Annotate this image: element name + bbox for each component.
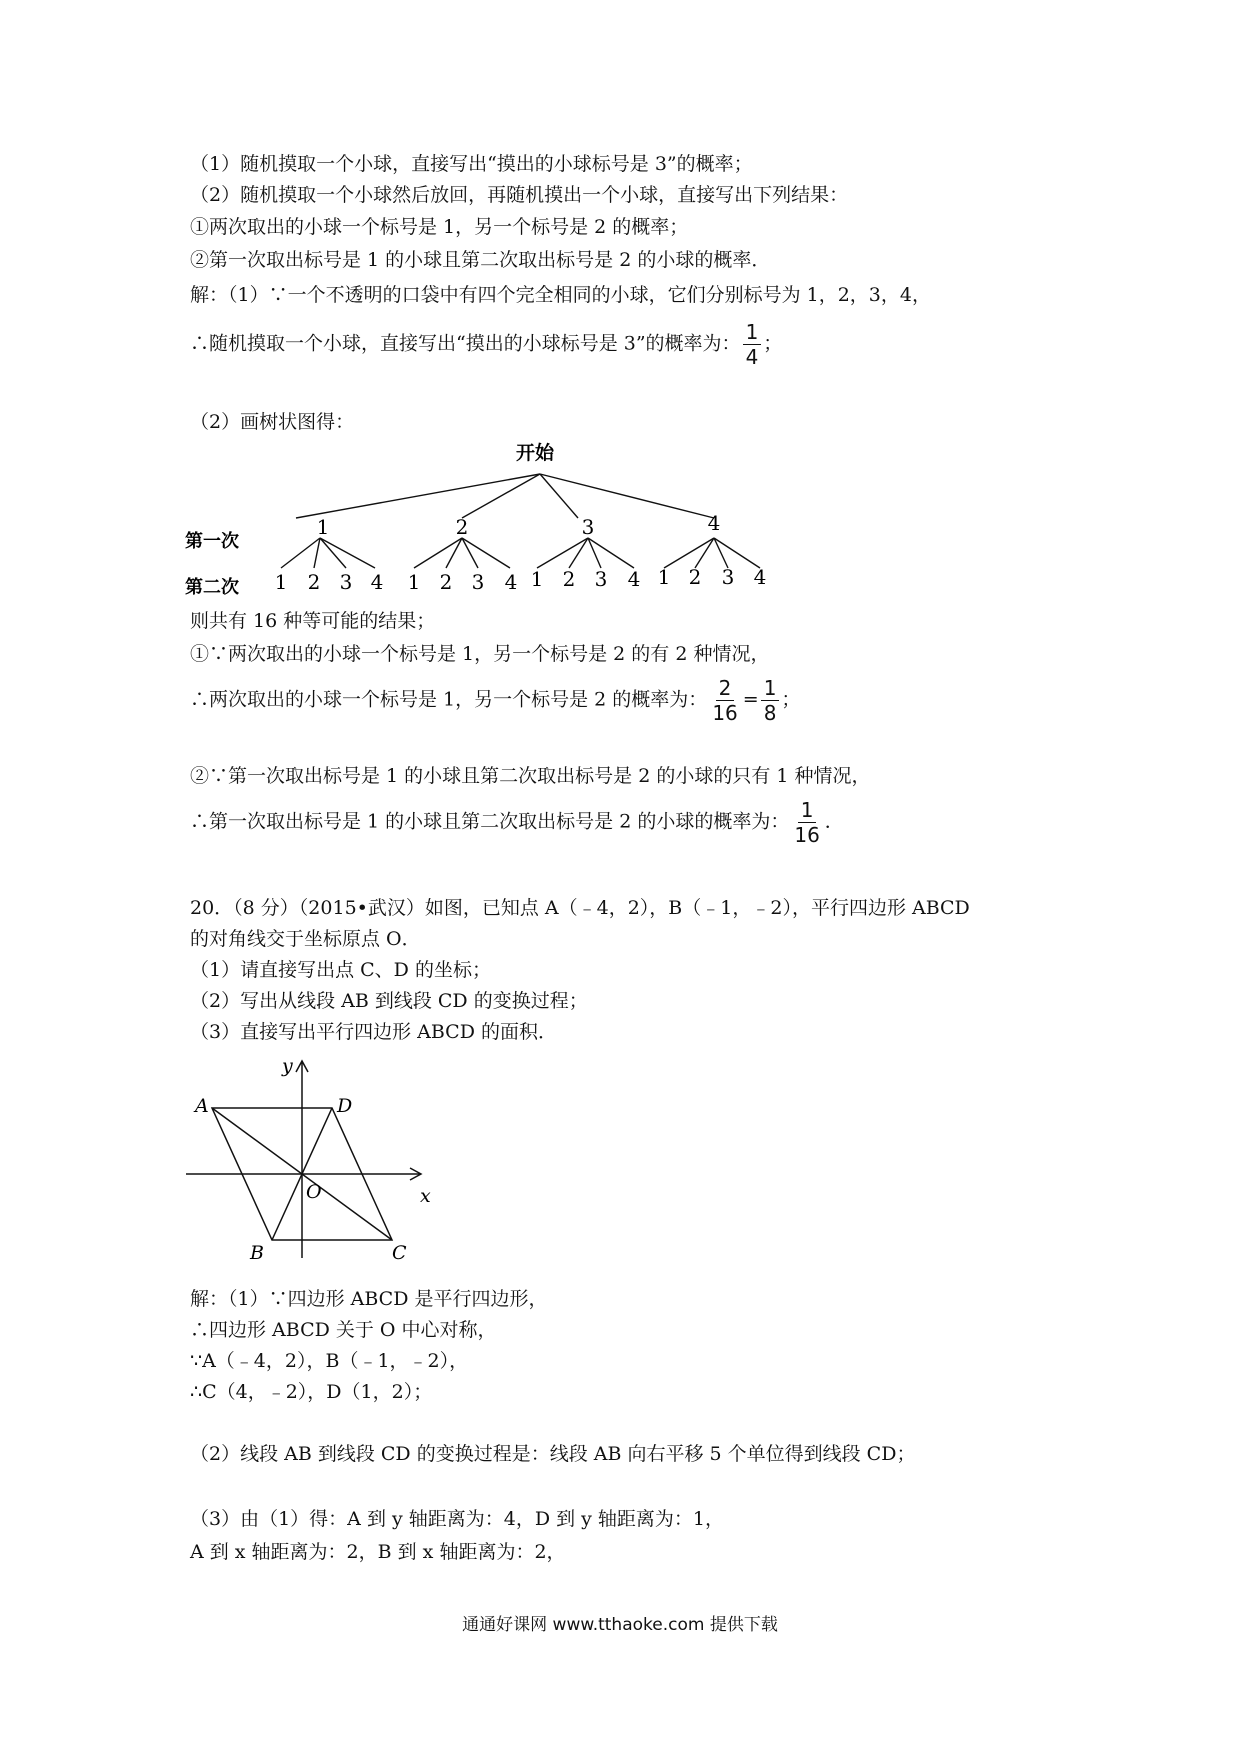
origin-label: O <box>306 1181 322 1203</box>
tree-node: 3 <box>581 515 595 539</box>
solution-1-text: ∴随机摸取一个小球，直接写出“摸出的小球标号是 3”的概率为： <box>190 332 741 355</box>
point-a-label: A <box>195 1095 209 1117</box>
tree-leaf: 4 <box>370 570 384 594</box>
point-c-label: C <box>392 1242 407 1262</box>
tree-leaf: 3 <box>339 570 353 594</box>
solution-1-line-2 <box>190 320 782 369</box>
question-2-part-1: ①两次取出的小球一个标号是 1，另一个标号是 2 的概率； <box>190 216 689 238</box>
fraction-numerator: 1 <box>798 798 817 823</box>
result-line: 则共有 16 种等可能的结果； <box>190 610 436 632</box>
fraction-numerator: 2 <box>716 676 735 701</box>
solution-20-line-4: ∴C（4，﹣2），D（1，2）； <box>190 1381 433 1403</box>
tree-first-level <box>317 511 721 539</box>
fraction-denominator: 16 <box>712 701 738 725</box>
equals-sign: = <box>742 688 759 711</box>
fraction-one-sixteenth <box>791 798 822 847</box>
parallelogram-figure <box>180 1052 440 1262</box>
fraction-one-quarter <box>743 320 762 369</box>
fraction-denominator: 4 <box>745 345 759 369</box>
tree-row-1-label: 第一次 <box>185 531 239 552</box>
solution-20-line-3: ∵A（﹣4，2），B（﹣1，﹣2）， <box>190 1350 469 1372</box>
question-2: （2）随机摸取一个小球然后放回，再随机摸出一个小球，直接写出下列结果： <box>190 184 849 206</box>
point-d-label: D <box>337 1095 353 1117</box>
fraction-one-eighth <box>761 676 780 725</box>
problem-20-question-3: （3）直接写出平行四边形 ABCD 的面积． <box>190 1021 557 1043</box>
solution-20-line-1: 解：（1）∵四边形 ABCD 是平行四边形， <box>190 1288 548 1310</box>
fraction-numerator: 1 <box>743 320 762 345</box>
problem-20-line-1: 20．（8 分）（2015•武汉）如图，已知点 A（﹣4，2），B（﹣1，﹣2），平行四边形 ABCD <box>190 897 970 919</box>
solution-1-end: ； <box>763 332 783 355</box>
solution-20-part-3-line-2: A 到 x 轴距离为：2，B 到 x 轴距离为：2， <box>190 1541 566 1563</box>
figure-labels <box>193 1055 431 1262</box>
solution-20-line-2: ∴四边形 ABCD 关于 O 中心对称， <box>190 1319 497 1341</box>
tree-leaf: 4 <box>627 567 641 591</box>
tree-row-2-label: 第二次 <box>185 577 239 598</box>
tree-diagram <box>180 438 800 598</box>
solution-2-heading: （2）画树状图得： <box>190 411 355 433</box>
question-2-part-2: ②第一次取出标号是 1 的小球且第二次取出标号是 2 的小球的概率． <box>190 249 771 271</box>
tree-leaf: 1 <box>407 570 421 594</box>
y-axis-label: y <box>282 1055 293 1077</box>
tree-second-level <box>275 565 767 594</box>
tree-leaf: 4 <box>753 565 767 589</box>
tree-root-label: 开始 <box>515 442 555 464</box>
problem-20-question-2: （2）写出从线段 AB 到线段 CD 的变换过程； <box>190 990 588 1012</box>
solution-1-line-1: 解：（1）∵一个不透明的口袋中有四个完全相同的小球，它们分别标号为 1，2，3，4， <box>190 284 931 306</box>
tree-leaf: 2 <box>439 570 453 594</box>
x-axis-label: x <box>420 1185 431 1207</box>
tree-node: 4 <box>707 511 721 535</box>
tree-leaf: 2 <box>307 570 321 594</box>
fraction-two-sixteenths <box>709 676 740 725</box>
tree-leaf: 3 <box>594 567 608 591</box>
tree-node: 2 <box>455 515 469 539</box>
question-1: （1）随机摸取一个小球，直接写出“摸出的小球标号是 3”的概率； <box>190 153 753 175</box>
fraction-denominator: 16 <box>794 823 820 847</box>
case-2-line-2 <box>190 798 844 847</box>
case-1-line-2 <box>190 676 800 725</box>
page-footer: 通通好课网 www.tthaoke.com 提供下载 <box>462 1615 778 1635</box>
tree-leaf: 4 <box>504 570 518 594</box>
case-2-text: ∴第一次取出标号是 1 的小球且第二次取出标号是 2 的小球的概率为： <box>190 810 790 833</box>
figure-lines <box>186 1061 421 1258</box>
case-2-line-1: ②∵第一次取出标号是 1 的小球且第二次取出标号是 2 的小球的只有 1 种情况， <box>190 765 871 787</box>
tree-leaf: 1 <box>274 570 288 594</box>
tree-leaf: 2 <box>562 567 576 591</box>
solution-20-part-2: （2）线段 AB 到线段 CD 的变换过程是：线段 AB 向右平移 5 个单位得到线段 CD； <box>190 1443 916 1465</box>
point-b-label: B <box>250 1242 264 1262</box>
problem-20-line-2: 的对角线交于坐标原点 O． <box>190 928 421 950</box>
solution-20-part-3-line-1: （3）由（1）得：A 到 y 轴距离为：4，D 到 y 轴距离为：1， <box>190 1508 725 1530</box>
problem-20-question-1: （1）请直接写出点 C、D 的坐标； <box>190 959 491 981</box>
case-2-end: ． <box>824 810 844 833</box>
fraction-numerator: 1 <box>761 676 780 701</box>
case-1-end: ； <box>781 688 801 711</box>
tree-leaf: 1 <box>530 567 544 591</box>
fraction-denominator: 8 <box>763 701 777 725</box>
case-1-text: ∴两次取出的小球一个标号是 1，另一个标号是 2 的概率为： <box>190 688 708 711</box>
tree-branches <box>281 474 760 568</box>
tree-node: 1 <box>316 515 330 539</box>
tree-leaf: 3 <box>471 570 485 594</box>
tree-leaf: 3 <box>721 565 735 589</box>
tree-leaf: 1 <box>657 565 671 589</box>
case-1-line-1: ①∵两次取出的小球一个标号是 1，另一个标号是 2 的有 2 种情况， <box>190 643 770 665</box>
tree-leaf: 2 <box>688 565 702 589</box>
